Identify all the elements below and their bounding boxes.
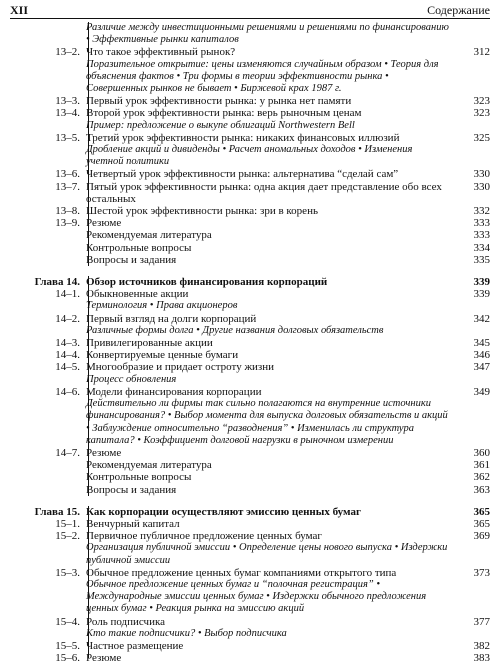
toc-subtopics: [0, 300, 500, 312]
toc-page: 339: [473, 288, 490, 301]
toc-page: 323: [473, 95, 490, 108]
toc-page: 339: [473, 276, 490, 289]
toc-page: 312: [473, 46, 490, 59]
toc-entry: [0, 616, 500, 628]
toc-entry: [0, 349, 500, 361]
toc-entry: [0, 95, 500, 107]
toc-title: Обзор источников финансирования корпораций: [86, 276, 328, 289]
toc-number: 14–2.: [55, 312, 80, 325]
toc-number: 15–2.: [55, 530, 80, 543]
toc-entry: [0, 484, 500, 496]
toc-title: Терминология • Права акционеров: [86, 300, 238, 312]
toc-subtopics: [0, 628, 500, 640]
header-rule: [10, 18, 490, 19]
toc-entry: [0, 386, 500, 398]
toc-number: 13–6.: [55, 168, 80, 181]
toc-page: 323: [473, 107, 490, 120]
toc-number: 15–1.: [55, 517, 80, 530]
toc-entry: [0, 361, 500, 373]
page-number-roman: XII: [10, 3, 29, 17]
toc-title: Кто такие подписчики? • Выбор подписчика: [86, 627, 287, 639]
toc-title: Венчурный капитал: [86, 517, 180, 530]
toc-title: Роль подписчика: [86, 615, 166, 628]
toc-page: 330: [473, 180, 490, 193]
toc-title: Что такое эффективный рынок?: [86, 46, 236, 59]
toc-page: 377: [473, 615, 490, 628]
toc-title: Резюме: [86, 217, 122, 230]
toc-number: 15–4.: [55, 615, 80, 628]
toc-title: Четвертый урок эффективности рынка: альтернатива “сделай сам”: [86, 168, 399, 181]
toc-number: 15–5.: [55, 639, 80, 652]
toc-title: Первичное публичное предложение ценных бумаг: [86, 530, 322, 543]
toc-title: Модели финансирования корпорации: [86, 385, 262, 398]
toc-subtopics: [0, 325, 500, 337]
toc-entry: [0, 459, 500, 471]
toc-title: Привилегированные акции: [86, 337, 213, 350]
toc-title: Различные формы долга • Другие названия долговых обязательств: [86, 324, 384, 336]
toc-chapter: [0, 276, 500, 288]
toc-number: 13–2.: [55, 46, 80, 59]
toc-chapter: [0, 506, 500, 518]
toc-page: 382: [473, 639, 490, 652]
toc-page: 334: [473, 241, 490, 254]
toc-page: 342: [473, 312, 490, 325]
toc-entry: [0, 640, 500, 652]
toc-entry: [0, 46, 500, 58]
toc-title: Поразительное открытие: цены изменяются случайным образом • Теория для объяснения фактов • Три формы в теории эффективности рынка • Совершенных рынков не бывает • Биржевой крах 1987 г.: [86, 58, 439, 95]
toc-title: Первый урок эффективности рынка: у рынка нет памяти: [86, 95, 352, 108]
section-gap: [0, 266, 500, 273]
table-of-contents: [0, 22, 500, 664]
toc-number: 14–7.: [55, 446, 80, 459]
toc-entry: [0, 567, 500, 579]
toc-title: Рекомендуемая литература: [86, 229, 212, 242]
toc-page: 349: [473, 385, 490, 398]
toc-number: 15–3.: [55, 566, 80, 579]
toc-title: Резюме: [86, 446, 122, 459]
toc-subtopics: [0, 22, 500, 46]
toc-entry: [0, 518, 500, 530]
toc-title: Различие между инвестиционными решениями и решениями по финансированию • Эффективные рынки капиталов: [86, 22, 449, 46]
toc-entry: [0, 242, 500, 254]
toc-title: Контрольные вопросы: [86, 471, 192, 484]
toc-number: Глава 14.: [34, 276, 80, 289]
running-header: [10, 2, 490, 18]
toc-entry: [0, 337, 500, 349]
toc-entry: [0, 107, 500, 119]
toc-title: Вопросы и задания: [86, 253, 177, 266]
toc-title: Резюме: [86, 652, 122, 664]
column-rule: [88, 22, 89, 266]
toc-subtopics: [0, 398, 500, 447]
toc-page: 330: [473, 168, 490, 181]
toc-entry: [0, 313, 500, 325]
toc-entry: [0, 471, 500, 483]
toc-number: 13–9.: [55, 217, 80, 230]
toc-page: 373: [473, 566, 490, 579]
toc-number: 14–4.: [55, 349, 80, 362]
toc-page: 325: [473, 131, 490, 144]
toc-page: 363: [473, 483, 490, 496]
toc-entry: [0, 229, 500, 241]
toc-title: Первый взгляд на долги корпораций: [86, 312, 257, 325]
toc-number: Глава 15.: [34, 505, 80, 518]
toc-page: 346: [473, 349, 490, 362]
toc-title: Контрольные вопросы: [86, 241, 192, 254]
toc-number: 13–8.: [55, 205, 80, 218]
toc-title: Обыкновенные акции: [86, 288, 189, 301]
toc-page: 333: [473, 217, 490, 230]
toc-subtopics: [0, 542, 500, 566]
toc-entry: [0, 288, 500, 300]
running-title: Содержание: [427, 3, 490, 17]
toc-page: 365: [473, 517, 490, 530]
toc-title: Вопросы и задания: [86, 483, 177, 496]
toc-title: Второй урок эффективности рынка: верь рыночным ценам: [86, 107, 362, 120]
toc-title: Обычное предложение ценных бумаг компаниями открытого типа: [86, 566, 397, 579]
toc-page: 345: [473, 337, 490, 350]
toc-entry: [0, 530, 500, 542]
toc-title: Конвертируемые ценные бумаги: [86, 349, 239, 362]
toc-page: 347: [473, 361, 490, 374]
column-rule: [88, 506, 89, 658]
toc-entry: [0, 168, 500, 180]
toc-page: 369: [473, 530, 490, 543]
toc-entry: [0, 652, 500, 664]
toc-subtopics: [0, 579, 500, 616]
toc-page: 361: [473, 459, 490, 472]
toc-number: 15–6.: [55, 652, 80, 664]
toc-title: Пятый урок эффективности рынка: одна акция дает представление обо всех остальных: [86, 180, 442, 205]
toc-title: Процесс обновления: [86, 373, 177, 385]
toc-number: 13–5.: [55, 131, 80, 144]
toc-title: Обычное предложение ценных бумаг и “полочная регистрация” • Международные эмиссии ценных бумаг • Издержки обычного предложения ценных бумаг • Реакция рынка на эмиссию акций: [86, 578, 427, 615]
toc-title: Пример: предложение о выкупе облигаций Northwestern Bell: [86, 119, 355, 131]
section-gap: [0, 496, 500, 503]
toc-title: Шестой урок эффективности рынка: зри в корень: [86, 205, 318, 218]
toc-title: Организация публичной эмиссии • Определение цены нового выпуска • Издержки публичной эмиссии: [86, 542, 448, 566]
toc-number: 13–7.: [55, 180, 80, 193]
toc-title: Дробление акций и дивиденды • Расчет аномальных доходов • Изменения учетной политики: [86, 144, 413, 168]
toc-title: Действительно ли фирмы так сильно полагаются на внутренние источники финансирования? • Выбор момента для выпуска долговых обязательств и акций • Заблуждение относительно “разводнения” • Изменилась ли структура капитала? • Коэффициент долговой нагрузки в рыночном измерении: [86, 398, 448, 446]
toc-page: 335: [473, 253, 490, 266]
toc-page: 383: [473, 652, 490, 664]
toc-number: 14–3.: [55, 337, 80, 350]
toc-title: Частное размещение: [86, 639, 184, 652]
toc-entry: [0, 132, 500, 144]
toc-subtopics: [0, 120, 500, 132]
column-rule: [88, 276, 89, 496]
toc-title: Многообразие и придает остроту жизни: [86, 361, 275, 374]
toc-page: 362: [473, 471, 490, 484]
toc-entry: [0, 254, 500, 266]
toc-entry: [0, 181, 500, 205]
toc-page: 360: [473, 446, 490, 459]
toc-number: 14–5.: [55, 361, 80, 374]
toc-title: Третий урок эффективности рынка: никаких финансовых иллюзий: [86, 131, 400, 144]
toc-subtopics: [0, 144, 500, 168]
toc-number: 14–1.: [55, 288, 80, 301]
toc-subtopics: [0, 374, 500, 386]
toc-number: 14–6.: [55, 385, 80, 398]
toc-page: 332: [473, 205, 490, 218]
toc-entry: [0, 205, 500, 217]
toc-entry: [0, 447, 500, 459]
toc-subtopics: [0, 59, 500, 96]
toc-number: 13–4.: [55, 107, 80, 120]
toc-page: 333: [473, 229, 490, 242]
toc-entry: [0, 217, 500, 229]
toc-number: 13–3.: [55, 95, 80, 108]
toc-page: 365: [473, 505, 490, 518]
toc-title: Рекомендуемая литература: [86, 459, 212, 472]
toc-title: Как корпорации осуществляют эмиссию ценных бумаг: [86, 505, 361, 518]
